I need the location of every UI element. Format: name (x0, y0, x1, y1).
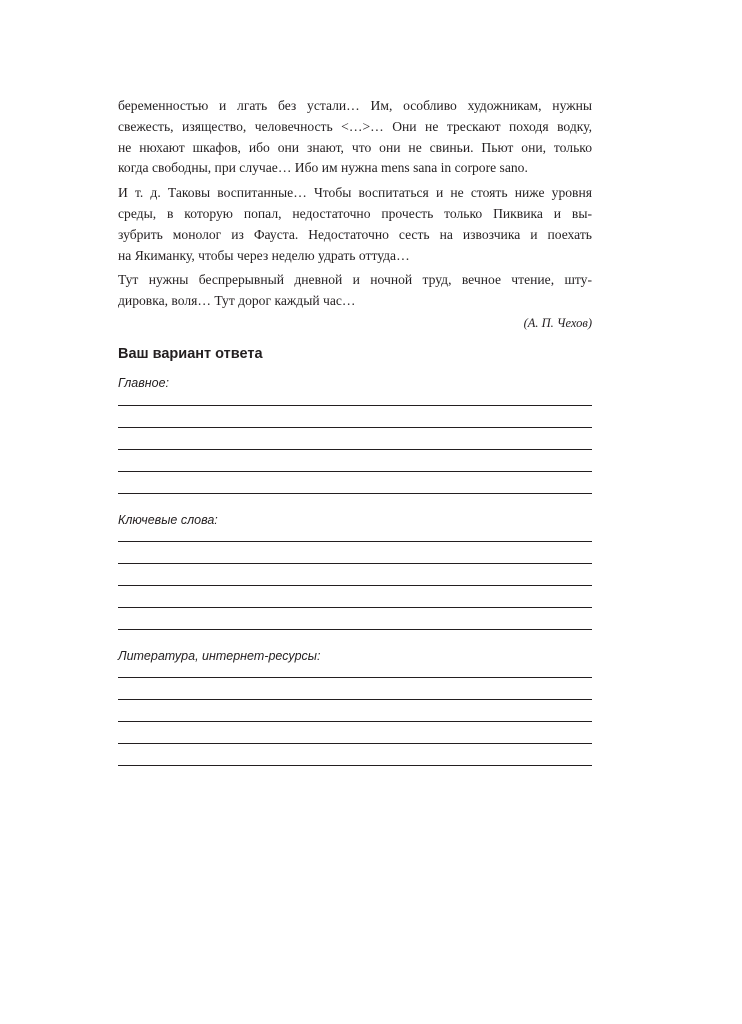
text-line: зубрить монолог из Фауста. Недостаточно сесть на извозчика и поехать (118, 226, 592, 242)
keywords-label: Ключевые слова: (118, 513, 218, 527)
answer-line[interactable] (118, 449, 592, 450)
answer-line[interactable] (118, 699, 592, 700)
answer-line[interactable] (118, 585, 592, 586)
text-line: И т. д. Таковы воспитанные… Чтобы воспитаться и не стоять ниже уровня (118, 185, 592, 201)
text-line: среды, в которую попал, недостаточно прочесть только Пиквика и вы- (118, 205, 592, 221)
answer-line[interactable] (118, 471, 592, 472)
answer-line[interactable] (118, 541, 592, 542)
answer-line[interactable] (118, 765, 592, 766)
answer-line[interactable] (118, 493, 592, 494)
text-line: свежесть, изящество, человечность <…>… Они не трескают походя водку, (118, 118, 592, 134)
answer-line[interactable] (118, 427, 592, 428)
text-line: дировка, воля… Тут дорог каждый час… (118, 293, 356, 309)
answer-line[interactable] (118, 743, 592, 744)
paragraph-3 (118, 270, 592, 312)
text-line: когда свободны, при случае… Ибо им нужна mens sana in corpore sano. (118, 160, 528, 176)
text-line: Тут нужны беспрерывный дневной и ночной труд, вечное чтение, шту- (118, 272, 592, 288)
paragraph-1 (118, 96, 592, 179)
text-line: не нюхают шкафов, ибо они знают, что они не свиньи. Пьют они, только (118, 139, 592, 155)
text-line: беременностью и лгать без устали… Им, особливо художникам, нужны (118, 98, 592, 113)
page-content (118, 96, 592, 663)
paragraph-2 (118, 183, 592, 266)
answer-line[interactable] (118, 629, 592, 630)
answer-section-title: Ваш вариант ответа (118, 346, 263, 362)
answer-line[interactable] (118, 607, 592, 608)
answer-line[interactable] (118, 677, 592, 678)
answer-line[interactable] (118, 721, 592, 722)
quote-author: (А. П. Чехов) (523, 315, 592, 330)
answer-line[interactable] (118, 563, 592, 564)
resources-label: Литература, интернет-ресурсы: (118, 649, 321, 663)
text-line: на Якиманку, чтобы через неделю удрать оттуда… (118, 247, 410, 263)
main-label: Главное: (118, 376, 170, 390)
answer-line[interactable] (118, 405, 592, 406)
